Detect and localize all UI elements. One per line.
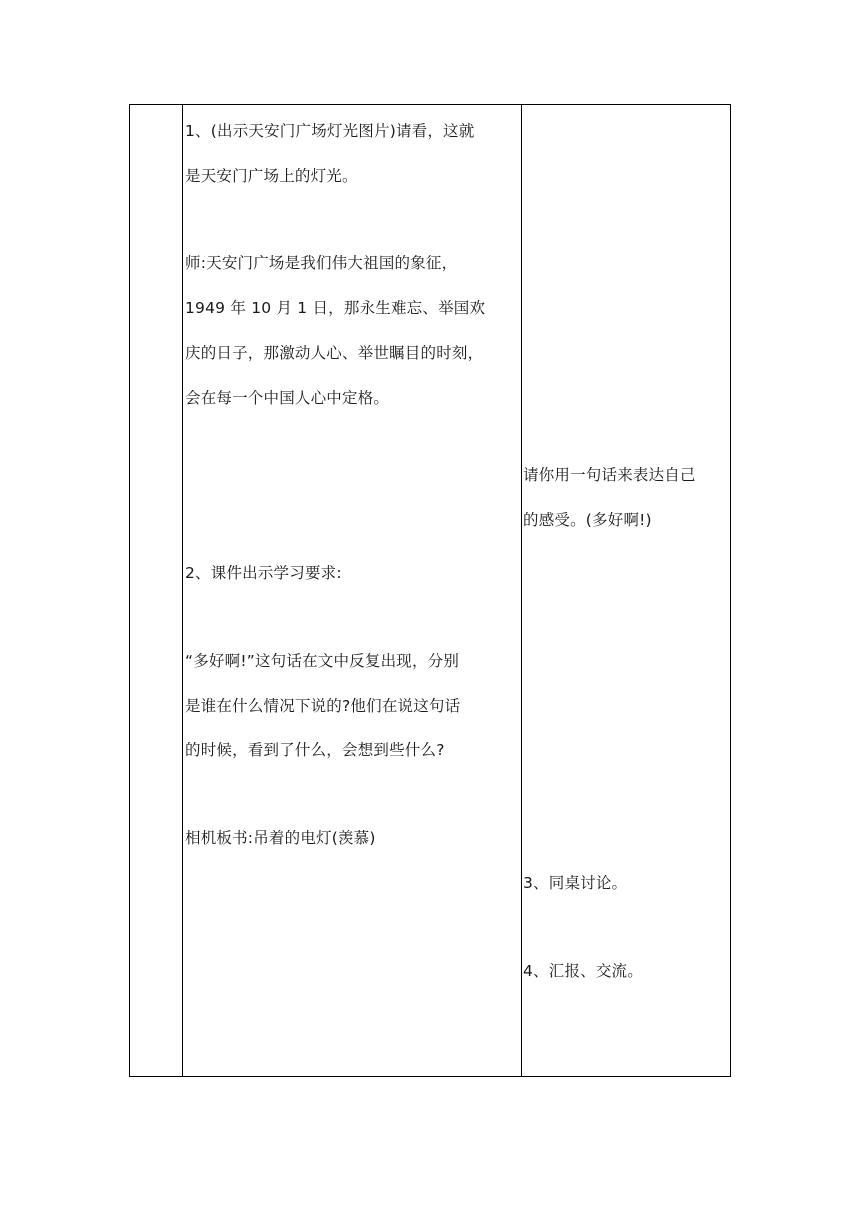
- student-text-line: 3、同桌讨论。: [523, 874, 628, 892]
- teacher-text-line: 是天安门广场上的灯光。: [185, 167, 358, 185]
- student-text-line: 的感受。(多好啊!): [523, 511, 652, 529]
- student-text-line: 4、汇报、交流。: [523, 962, 643, 980]
- column-divider-1: [182, 105, 183, 1076]
- teacher-text-line: 是谁在什么情况下说的?他们在说这句话: [185, 697, 461, 715]
- student-text-line: 请你用一句话来表达自己: [523, 466, 696, 484]
- teacher-text-line: 师:天安门广场是我们伟大祖国的象征，: [185, 254, 458, 272]
- lesson-plan-table: [129, 104, 731, 1077]
- teacher-text-line: 2、课件出示学习要求:: [185, 564, 342, 582]
- teacher-text-line: 庆的日子，那激动人心、举世瞩目的时刻，: [185, 344, 484, 362]
- column-divider-2: [521, 105, 522, 1076]
- teacher-text-line: 会在每一个中国人心中定格。: [185, 389, 390, 407]
- teacher-text-line: 相机板书:吊着的电灯(羡慕): [185, 829, 376, 847]
- teacher-text-line: “多好啊!”这句话在文中反复出现，分别: [185, 652, 460, 670]
- teacher-text-line: 1、(出示天安门广场灯光图片)请看，这就: [185, 122, 475, 140]
- teacher-text-line: 的时候，看到了什么，会想到些什么?: [185, 741, 445, 759]
- teacher-text-line: 1949 年 10 月 1 日，那永生难忘、举国欢: [185, 299, 486, 317]
